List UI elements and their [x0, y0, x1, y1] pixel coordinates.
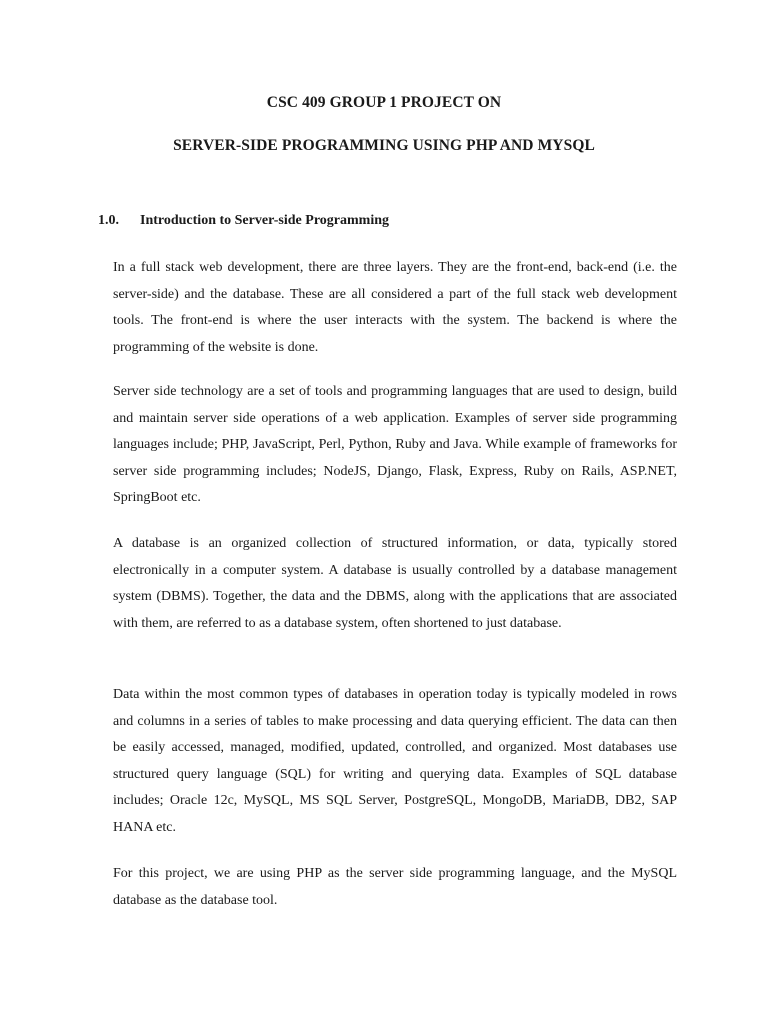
paragraph-database-types: Data within the most common types of databases in operation today is typically modeled in rows and columns in a series of tables to make processing and data querying efficient. The data can then be easily accessed, managed, modified, updated, controlled, and organized. Most databases use structured query language (SQL) for writing and querying data. Examples of SQL database includes; Oracle 12c, MySQL, MS SQL Server, PostgreSQL, MongoDB, MariaDB, DB2, SAP HANA etc. — [113, 687, 677, 835]
paragraph-database-definition: A database is an organized collection of structured information, or data, typically stored electronically in a computer system. A database is usually controlled by a database management system (DBMS). Together, the data and the DBMS, along with the applications that are associated with them, are referred to as a database system, often shortened to just database. — [113, 536, 677, 631]
document-title-line-1: CSC 409 GROUP 1 PROJECT ON — [266, 94, 502, 111]
section-title: Introduction to Server-side Programming — [140, 213, 389, 228]
paragraph-server-side-technology: Server side technology are a set of tools and programming languages that are used to design, build and maintain server side operations of a web application. Examples of server side programming languages include; PHP, JavaScript, Perl, Python, Ruby and Java. While example of frameworks for server side programming includes; NodeJS, Django, Flask, Express, Ruby on Rails, ASP.NET, SpringBoot etc. — [113, 384, 677, 505]
section-number: 1.0. — [98, 213, 119, 228]
document-title-line-2: SERVER-SIDE PROGRAMMING USING PHP AND MYSQL — [173, 137, 595, 154]
paragraph-project-tools: For this project, we are using PHP as the server side programming language, and the MySQL database as the database tool. — [113, 866, 677, 908]
section-heading — [98, 213, 389, 229]
paragraph-full-stack-layers: In a full stack web development, there are three layers. They are the front-end, back-end (i.e. the server-side) and the database. These are all considered a part of the full stack web development tools. The front-end is where the user interacts with the system. The backend is where the programming of the website is done. — [113, 260, 677, 355]
